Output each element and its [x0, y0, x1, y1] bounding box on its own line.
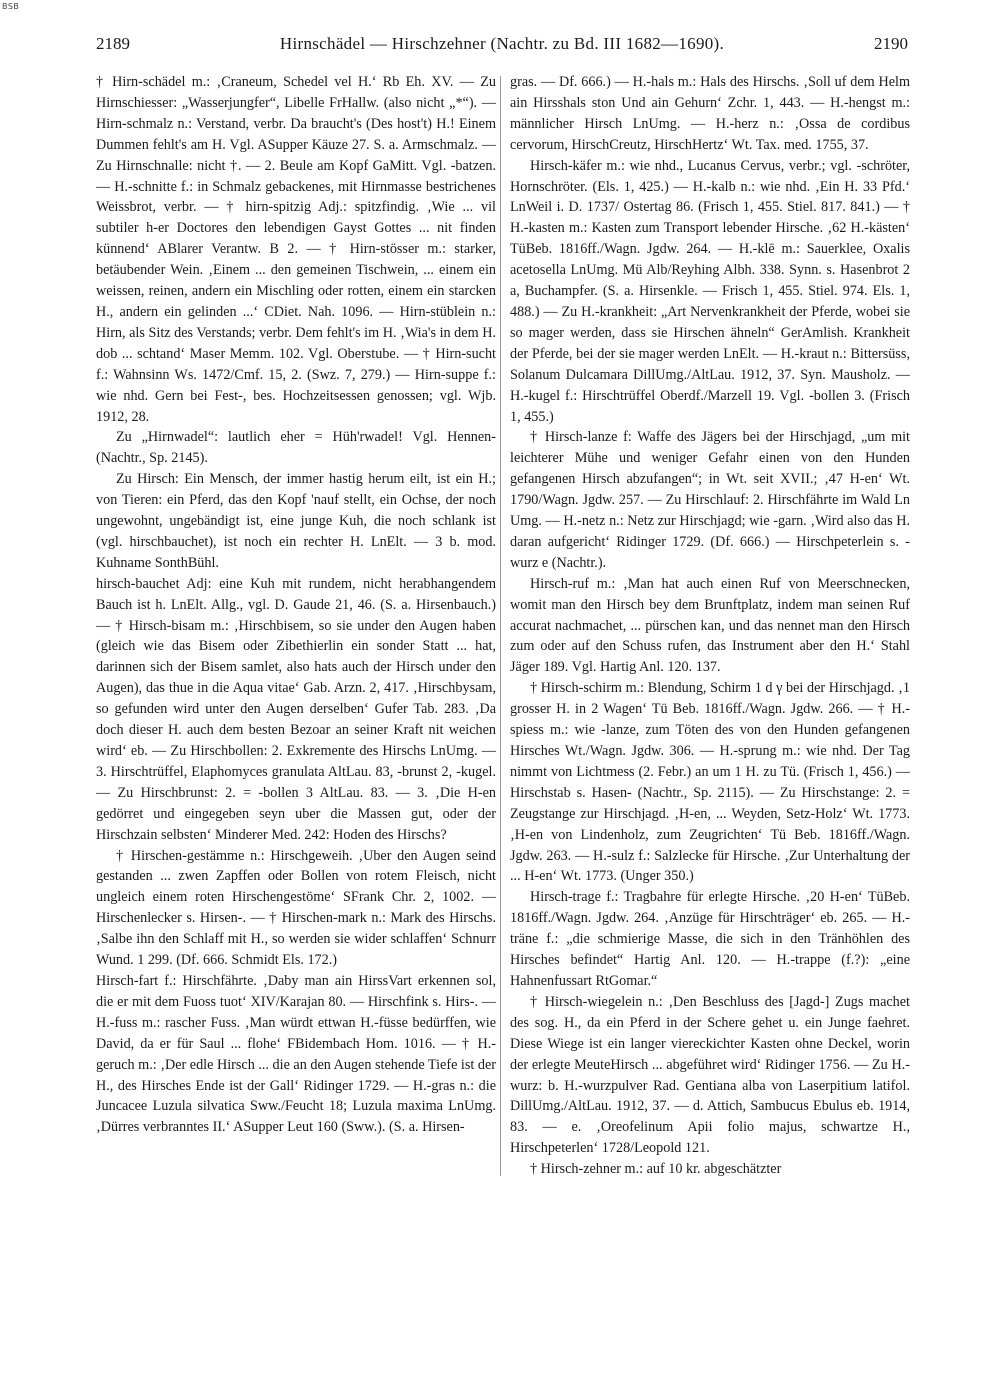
entry-paragraph: † Hirsch-lanze f: Waffe des Jägers bei der Hirschjagd, „um mit leichterer Mühe und weniger Gefahr einen von den Hunden gefangenen Hirsch abzufangen“; in Wt. seit XVII.; ‚47 H-en‘ Wt. 1790/Wagn. Jgdw. 257. — Zu Hirschlauf: 2. Hirschfährte im Wald Ln Umg. — H.-netz n.: Netz zur Hirschjagd; wie -garn. ‚Wird also das H. daran aufgericht‘ Ridinger 1729. (Df. 666.) — Hirschpeterlein s. -wurz e (Nachtr.). — [510, 429, 910, 571]
entry-paragraph: Zu „Hirnwadel“: lautlich eher = Hüh'rwadel! Vgl. Hennen- (Nachtr., Sp. 2145). — [96, 429, 496, 467]
entry-paragraph: † Hirsch-zehner m.: auf 10 kr. abgeschätzter — [530, 1161, 782, 1178]
entry-paragraph: Hirsch-trage f.: Tragbahre für erlegte Hirsche. ‚20 H-en‘ TüBeb. 1816ff./Wagn. Jgdw. 264. ‚Anzüge für Hirschträger‘ eb. 265. — H.-träne f.: „die schmierige Masse, die sich in den Tränhöhlen des Hirsches befindet“ Hartig Anl. 120. — H.-trappe (f.?): „eine Hahnenfussart RtGomar.“ — [510, 889, 910, 989]
entry-paragraph: hirsch-bauchet Adj: eine Kuh mit rundem, nicht herabhangendem Bauch ist h. LnElt. Allg., vgl. D. Gaude 21, 46. (S. a. Hirsenbauch.) — † Hirsch-bisam m.: ‚Hirschbisem, so sie under den Augen haben (gleich wie das Bisem oder Zibethierlin ein sonder Statt ... hat, darinnen sich der Bisem samlet, also hats auch der Hirsch under den Augen), das thue in die Aqua vitae‘ Gab. Arzn. 2, 417. ‚Hirschbysam, so gefunden wird unter den Augen derselben‘ Gufer Tab. 283. ‚Da doch dieser H. auch dem besten Bezoar an seiner Kraft nit weichen wird‘ eb. — Zu Hirschbollen: 2. Exkremente des Hirschs LnUmg. — 3. Hirschtrüffel, Elaphomyces granulata AltLau. 83, -brunst 2, -kugel. — Zu Hirschbrunst: 2. = -bollen 3 AltLau. 83. — 3. ‚Die H-en gedörret und eingegeben seyn uber die Massen gut, oder der Hirschzain selbsten‘ Minderer Med. 242: Hoden des Hirschs? — [96, 575, 496, 843]
entry-paragraph: Zu Hirsch: Ein Mensch, der immer hastig herum eilt, ist ein H.; von Tieren: ein Pferd, das den Kopf 'nauf stellt, ein Ochse, der noch ungewohnt, ungebändigt ist, eine junge Kuh, die noch schlank ist (vgl. hirschbauchet), ist noch ein rechter H. LnElt. — 3 b. mod. Kuhname SonthBühl. — [96, 471, 496, 571]
right-column — [510, 72, 910, 1362]
entry-paragraph: Hirsch-käfer m.: wie nhd., Lucanus Cervus, verbr.; vgl. -schröter, Hornschröter. (Els. 1, 425.) — H.-kalb n.: wie nhd. ‚Ein H. 33 Pfd.‘ LnWeil i. D. 1737/ Ostertag 86. (Frisch 1, 455. Stiel. 817. 841.) — † H.-kasten m.: Kasten zum Transport lebender Hirsche. ‚62 H.-kästen‘ TüBeb. 1816ff./Wagn. Jgdw. 264. — H.-klē m.: Sauerklee, Oxalis acetosella LnUmg. Mü Alb/Reyhing Albh. 338. Synn. s. Hasenbrot 2 a, Buchampfer. (S. a. Hirsenkle. — Frisch 1, 455. Stiel. 974. Els. 1, 488.) — Zu H.-krankheit: „Art Nervenkrankheit der Pferde, wobei sie so mager werden, dass sie Hirschen ähneln“ GerAmlish. Krankheit der Pferde, bei der sie mager werden LnElt. — H.-kraut n.: Bittersüss, Solanum Dulcamara DillUmg./AltLau. 1912, 37. Syn. Mausholz. — H.-kugel f.: Hirschtrüffel Oberdf./Marzell 19. Vgl. -bollen 3. (Frisch 1, 455.) — [510, 157, 910, 425]
left-page-number: 2189 — [96, 34, 130, 53]
entry-paragraph: † Hirn-schädel m.: ‚Craneum, Schedel vel H.‘ Rb Eh. XV. — Zu Hirnschiesser: „Wasserjungfer“, Libelle FrHallw. (also nicht „*“). — Hirn-schmalz n.: Verstand, verbr. Da braucht's (Des host't) H.! Einem Dummen fehlt's am H. Vgl. ASupper Käuze 27. S. a. Armschmalz. — Zu Hirnschnalle: nicht †. — 2. Beule am Kopf GaMitt. Vgl. -batzen. — H.-schnitte f.: in Schmalz gebackenes, mit Hirnmasse bestrichenes Weissbrot, verbr. — † hirn-spitzig Adj.: spitzfindig. ‚Wie ... vil subtiler h-er Doctores den lebendigen Gayst Gottes ... nit finden künnend‘ ABlarer Verantw. B 2. — † Hirn-stösser m.: starker, betäubender Wein. ‚Einem ... den gemeinen Tischwein, ... einem ein weissen, reinen, andern ein Mischling oder rotten, einem ein starcken H., andern ein gelinden ...‘ CDiet. Nah. 1096. — Hirn-stüblein n.: Hirn, als Sitz des Verstands; verbr. Dem fehlt's im H. ‚Wia's in dem H. dob ... schtand‘ Maser Memm. 102. Vgl. Oberstube. — † Hirn-sucht f.: Wahnsinn Ws. 1472/Cmf. 15, 2. (Swz. 7, 279.) — Hirn-suppe f.: wie nhd. Gern bei Fest-, bes. Hochzeitsessen genossen; vgl. Wjb. 1912, 28. — [96, 74, 496, 425]
page-header — [96, 34, 908, 56]
entry-paragraph: gras. — Df. 666.) — H.-hals m.: Hals des Hirschs. ‚Soll uf dem Helm ain Hirsshals ston Und ain Gehurn‘ Zchr. 1, 443. — H.-hengst m.: männlicher Hirsch LnUmg. — H.-herz n.: ‚Ossa de cordibus cervorum, HirschCreutz, HirschHertz‘ Wt. Tax. med. 1755, 37. — [510, 74, 910, 153]
left-column — [96, 72, 496, 1362]
running-title: Hirnschädel — Hirschzehner (Nachtr. zu Bd. III 1682—1690). — [279, 34, 725, 53]
entry-paragraph: Hirsch-fart f.: Hirschfährte. ‚Daby man ain HirssVart erkennen sol, die er mit dem Fuoss tuot‘ XIV/Karajan 80. — Hirschfink s. Hirs-. — H.-fuss m.: rascher Fuss. ‚Man würdt ettwan H.-füsse bedürffen, wie David, da er für Saul ... flohe‘ FBidembach Hom. 1016. — † H.-geruch m.: ‚Der edle Hirsch ... die an den Augen stehende Tiefe ist der H., des Hirsches Ende ist der Gall‘ Ridinger 1729. — H.-gras n.: die Juncacee Luzula silvatica Sww./Feucht 18; Luzula maxima LnUmg. ‚Dürres verbranntes II.‘ ASupper Leut 160 (Sww.). (S. a. Hirsen- — [96, 972, 496, 1136]
entry-paragraph: † Hirsch-wiegelein n.: ‚Den Beschluss des [Jagd-] Zugs machet des sog. H., da ein Pferd in der Schere gehet u. ein Junge faehret. Diese Wiege ist ein langer viereckichter Kasten ohne Deckel, worin der erlegte MeuteHirsch ... abgeführet wird‘ Ridinger 1756. — Zu H.-wurz: b. H.-wurzpulver Rad. Gentiana alba von Laserpitium latifol. DillUmg./AltLau. 1912, 37. — d. Attich, Sambucus Ebulus eb. 1914, 83. — e. ‚Oreofelinum Apii folio majus, schwartze H., Hirschpeterlen‘ 1728/Leopold 121. — [510, 993, 910, 1157]
entry-paragraph: † Hirschen-gestämme n.: Hirschgeweih. ‚Uber den Augen seind gestanden ... zwen Zapffen oder Bollen von rotem Fleisch, nicht ungleich einem roten Hirschengestöme‘ SFrank Chr. 2, 1002. — Hirschenlecker s. Hirsen-. — † Hirschen-mark n.: Mark des Hirschs. ‚Salbe ihn den Schlaff mit H., so werden sie wider schlaffen‘ Schnurr Wund. 1 299. (Df. 666. Schmidt Els. 172.) — [96, 847, 496, 969]
library-stamp: BSB — [2, 2, 20, 11]
entry-paragraph: Hirsch-ruf m.: ‚Man hat auch einen Ruf von Meerschnecken, womit man den Hirsch bey dem Brunftplatz, indem man seinen Ruf accurat nachmachet, ... pürschen kan, und das nennet man den Hirsch zum oder auf den Schuss rufen, das Instrument aber den H.‘ Stahl Jäger 189. Vgl. Hartig Anl. 120. 137. — [510, 575, 910, 676]
entry-paragraph: † Hirsch-schirm m.: Blendung, Schirm 1 d γ bei der Hirschjagd. ‚1 grosser H. in 2 Wagen‘ Tü Beb. 1816ff./Wagn. Jgdw. 266. — † H.-spiess m.: wie -lanze, zum Töten des von den Hunden gefangenen Hirsches Wt./Wagn. Jgdw. 306. — H.-sprung m.: wie nhd. Der Tag nimmt von Lichtmess (2. Febr.) an um 1 H. zu Tü. (Frisch 1, 456.) — Hirschstab s. Hasen- (Nachtr., Sp. 2115). — Zu Hirschstange: 2. = Zeugstange zur Hirschjagd. ‚H-en, ... Weyden, Setz-Holz‘ Wt. 1773. ‚H-en von Lindenholz, zum Zeugrichten‘ Tü Beb. 1816ff./Wagn. Jgdw. 263. — H.-sulz f.: Salzlecke für Hirsche. ‚Zur Unterhaltung der ... H-en‘ Wt. 1773. (Unger 350.) — [510, 680, 910, 885]
column-divider — [500, 76, 501, 1176]
right-page-number: 2190 — [874, 34, 908, 53]
